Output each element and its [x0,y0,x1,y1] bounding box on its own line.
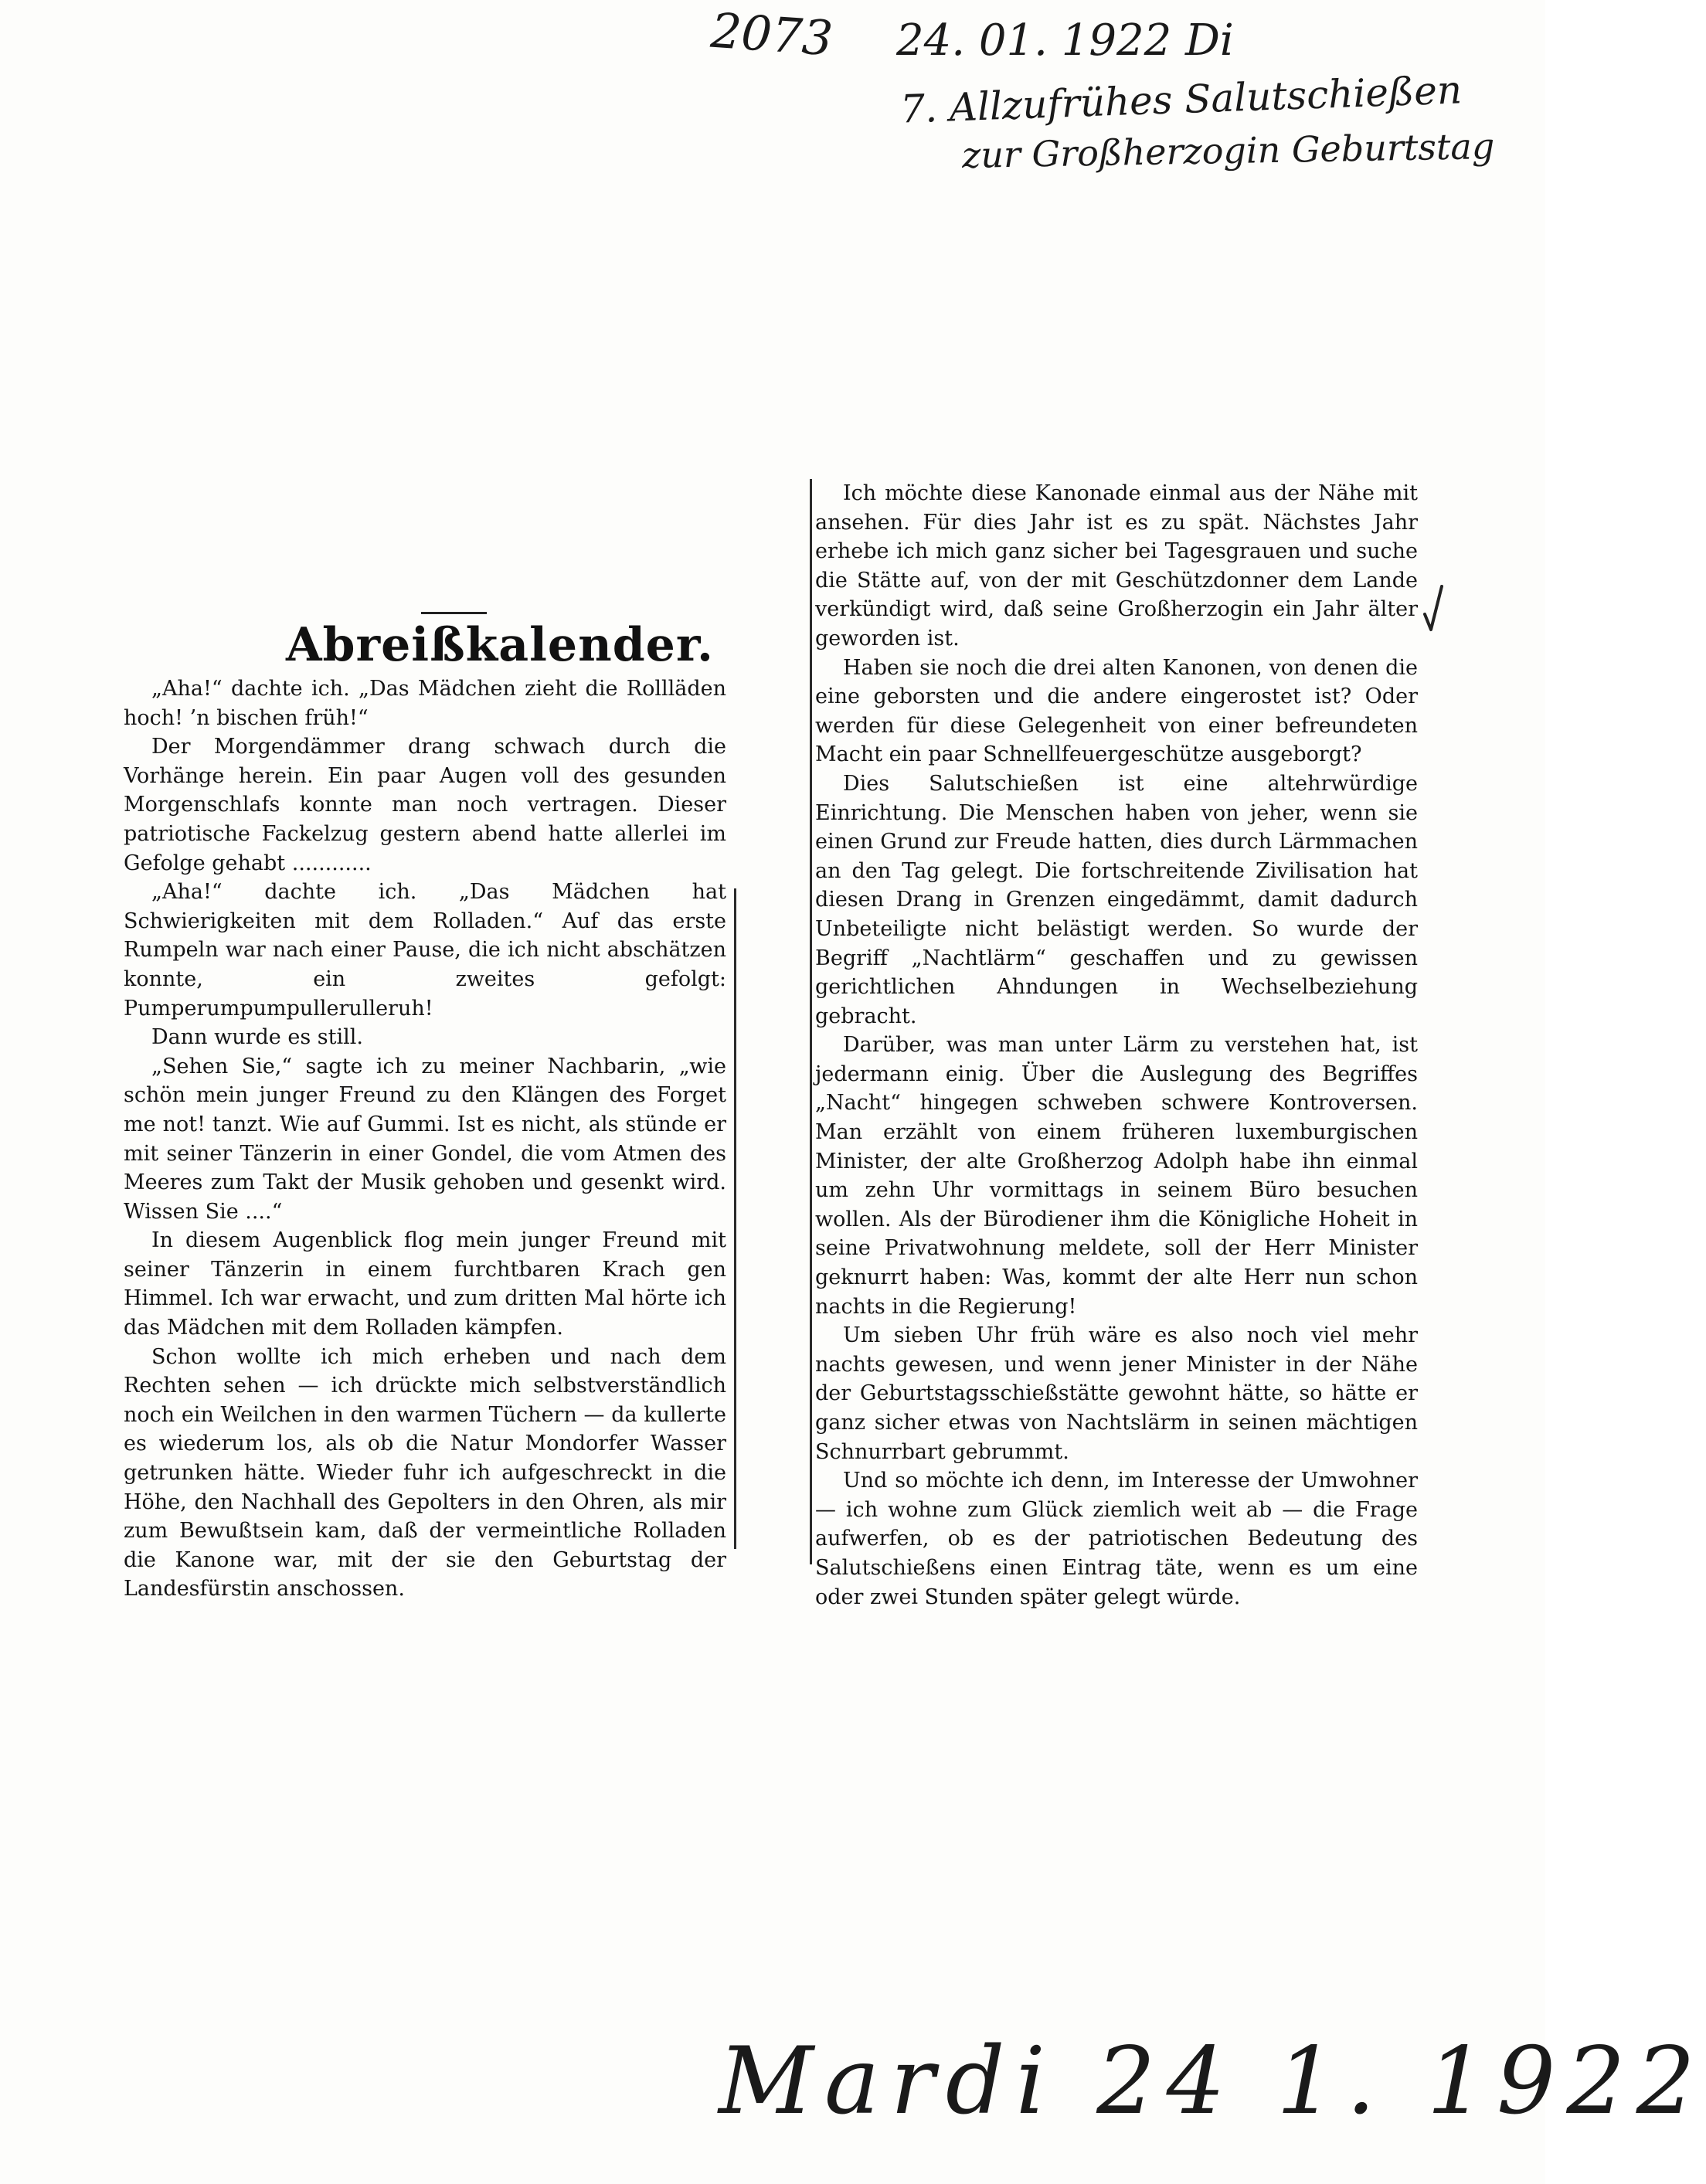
paragraph: Und so möchte ich denn, im Interesse der Umwohner — ich wohne zum Glück ziemlich weit ab — die Frage aufwerfen, ob es der patriotischen Bedeutung des Salutschießens einen Eintrag täte, wenn es um eine oder zwei Stunden später gelegt würde. [815,1469,1418,1609]
handwritten-note-line-2: zur Großherzogin Geburtstag [961,124,1495,177]
paragraph: Schon wollte ich mich erheben und nach dem Rechten sehen — ich drückte mich selbstverständlich noch ein Weilchen in den warmen Tüchern — da kullerte es wiederum los, als ob die Natur Mondorfer Wasser getrunken hätte. Wieder fuhr ich aufgeschreckt in die Höhe, den Nachhall des Gepolters in den Ohren, als mir zum Bewußtsein kam, daß der vermeintliche Rolladen die Kanone war, mit der sie den Geburtstag der Landesfürstin anschossen. [124,1344,726,1601]
paragraph: Darüber, was man unter Lärm zu verstehen hat, ist jedermann einig. Über die Auslegung des Begriffes „Nacht“ hingegen schweben schwere Kontroversen. Man erzählt von einem früheren luxemburgischen Minister, der alte Großherzog Adolph habe ihn einmal um zehn Uhr vormittags in seinem Büro besuchen wollen. Als der Bürodiener ihm die Königliche Hoheit in seine Privatwohnung meldete, soll der Herr Minister geknurrt haben: Was, kommt der alte Herr nun schon nachts in die Regierung! [815,1033,1418,1319]
handwritten-archive-number: 2073 [709,2,835,67]
article-column-right [815,479,1418,1612]
pen-check-mark [1422,583,1445,653]
title-rule [421,612,487,614]
column-divider-left [734,888,736,1549]
paragraph: Ich möchte diese Kanonade einmal aus der Nähe mit ansehen. Für dies Jahr ist es zu spät. Nächstes Jahr erhebe ich mich ganz sicher bei Tagesgrauen und suche die Stätte auf, von der mit Geschützdonner dem Lande verkündigt wird, daß seine Großherzogin ein Jahr älter geworden ist. [815,481,1418,650]
paragraph: In diesem Augenblick flog mein junger Freund mit seiner Tänzerin in einem furchtbaren Krach gen Himmel. Ich war erwacht, und zum dritten Mal hörte ich das Mädchen mit dem Rolladen kämpfen. [124,1228,726,1340]
paragraph: Haben sie noch die drei alten Kanonen, von denen die eine geborsten und die andere eingerostet ist? Oder werden für diese Gelegenheit von einer befreundeten Macht ein paar Schnellfeuergeschütze ausgeborgt? [815,655,1418,767]
paragraph: „Aha!“ dachte ich. „Das Mädchen hat Schwierigkeiten mit dem Rolladen.“ Auf das erste Rumpeln war nach einer Pause, die ich nicht abschätzen konnte, ein zweites gefolgt: Pumperumpumpullerulleruh! [124,880,726,1021]
handwritten-note-line-1: 7. Allzufrühes Salutschießen [899,67,1463,132]
paragraph: Dann wurde es still. [151,1025,363,1050]
paragraph: Der Morgendämmer drang schwach durch die Vorhänge herein. Ein paar Augen voll des gesunden Morgenschlafs konnte man noch vertragen. Dieser patriotische Fackelzug gestern abend hatte allerlei im Gefolge gehabt ............ [124,735,726,875]
paragraph: „Aha!“ dachte ich. „Das Mädchen zieht die Rollläden hoch! ’n bischen früh!“ [124,677,726,730]
handwritten-bottom-date: Mardi 24 1. 1922 [719,2028,1706,2135]
article-column-left [124,674,726,1604]
handwritten-date: 24. 01. 1922 Di [896,15,1234,66]
article-title: Abreißkalender. [286,618,714,672]
paragraph: Um sieben Uhr früh wäre es also noch viel mehr nachts gewesen, und wenn jener Minister in der Nähe der Geburtstagsschießstätte gewohnt hätte, so hätte er ganz sicher etwas von Nachtslärm in seinen mächtigen Schnurrbart gebrummt. [815,1323,1418,1464]
paragraph: Dies Salutschießen ist eine altehrwürdige Einrichtung. Die Menschen haben von jeher, wenn sie einen Grund zur Freude hatten, dies durch Lärmmachen an den Tag gelegt. Die fortschreitende Zivilisation hat diesen Drang in Grenzen eingedämmt, damit dadurch Unbeteiligte nicht belästigt werden. So wurde der Begriff „Nachtlärm“ geschaffen und zu gewissen gerichtlichen Ahndungen in Wechselbeziehung gebracht. [815,771,1418,1028]
column-divider-right [810,479,812,1564]
paragraph: „Sehen Sie,“ sagte ich zu meiner Nachbarin, „wie schön mein junger Freund zu den Klängen des Forget me not! tanzt. Wie auf Gummi. Ist es nicht, als stünde er mit seiner Tänzerin in einer Gondel, die vom Atmen des Meeres zum Takt der Musik gehoben und gesenkt wird. Wissen Sie ....“ [124,1054,726,1224]
